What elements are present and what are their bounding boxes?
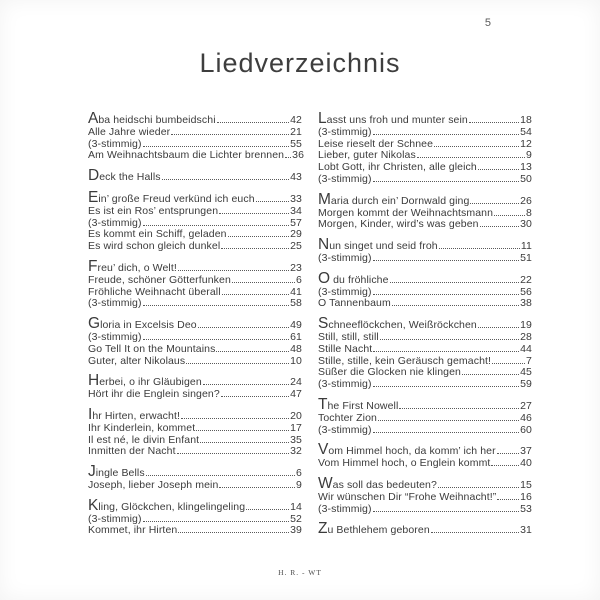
letter-group-z: [318, 521, 532, 537]
song-page-number: 17: [290, 421, 302, 434]
song-title: Aba heidschi bumbeidschi: [88, 110, 216, 127]
dot-leader: [196, 430, 289, 431]
song-index: [88, 111, 532, 537]
song-page-number: 35: [290, 433, 302, 446]
letter-group-w: [318, 476, 532, 515]
song-page-number: 12: [520, 137, 532, 150]
index-entry: [318, 271, 532, 287]
song-title: (3-stimmig): [318, 251, 372, 264]
song-page-number: 7: [526, 354, 532, 367]
dot-leader: [399, 408, 519, 409]
dot-leader: [228, 236, 290, 237]
song-title: (3-stimmig): [318, 285, 372, 298]
dot-leader: [439, 248, 520, 249]
song-title: Tochter Zion: [318, 411, 377, 424]
dot-leader: [143, 225, 290, 226]
song-title: Kommet, ihr Hirten: [88, 524, 178, 537]
dot-leader: [390, 282, 520, 283]
dot-leader: [203, 384, 289, 385]
dot-leader: [221, 248, 289, 249]
letter-group-s: [318, 316, 532, 391]
dot-leader: [373, 260, 520, 261]
song-title: Ihr Hirten, erwacht!: [88, 405, 180, 423]
index-entry: [318, 298, 532, 310]
drop-cap-letter: H: [88, 372, 100, 390]
dot-leader: [256, 201, 289, 202]
song-page-number: 39: [290, 524, 302, 537]
song-page-number: 32: [290, 445, 302, 458]
song-page-number: 38: [520, 297, 532, 310]
song-title: Freude, schöner Götterfunken: [88, 273, 231, 286]
song-page-number: 56: [520, 285, 532, 298]
song-page-number: 27: [520, 399, 532, 412]
index-entry: [88, 332, 302, 344]
letter-group-d: [88, 168, 302, 184]
song-page-number: 31: [520, 524, 532, 537]
dot-leader: [438, 487, 519, 488]
dot-leader: [492, 363, 525, 364]
dot-leader: [143, 521, 290, 522]
index-entry: [88, 446, 302, 458]
song-title: Maria durch ein’ Dornwald ging: [318, 190, 470, 208]
page-title: Liedverzeichnis: [199, 48, 401, 78]
song-page-number: 16: [520, 490, 532, 503]
song-page-number: 9: [296, 478, 302, 491]
dot-leader: [392, 305, 519, 306]
song-page-number: 29: [290, 228, 302, 241]
song-page-number: 19: [520, 319, 532, 332]
index-entry: [318, 379, 532, 391]
dot-leader: [246, 509, 289, 510]
song-title: Inmitten der Nacht: [88, 445, 176, 458]
song-title: (3-stimmig): [88, 137, 142, 150]
dot-leader: [171, 134, 289, 135]
song-page-number: 52: [290, 512, 302, 525]
index-entry: [88, 373, 302, 389]
dot-leader: [146, 475, 295, 476]
song-title: Joseph, lieber Joseph mein: [88, 478, 219, 491]
song-title: Freu’ dich, o Welt!: [88, 257, 177, 275]
dot-leader: [373, 134, 520, 135]
song-title: Lasst uns froh und munter sein: [318, 110, 468, 127]
song-page-number: 15: [520, 478, 532, 491]
song-page-number: 24: [290, 376, 302, 389]
index-entry: [88, 298, 302, 310]
song-page-number: 21: [290, 125, 302, 138]
index-entry: [318, 425, 532, 437]
song-title: O du fröhliche: [318, 269, 389, 287]
dot-leader: [462, 374, 519, 375]
index-entry: [88, 149, 305, 162]
index-entry: [88, 275, 302, 287]
letter-group-j: [88, 464, 302, 492]
song-title: (3-stimmig): [88, 297, 142, 310]
index-entry: [318, 442, 532, 458]
letter-group-i: [88, 407, 302, 458]
song-page-number: 30: [520, 218, 532, 231]
song-title: Guter, alter Nikolaus: [88, 354, 186, 367]
index-entry: [88, 407, 302, 423]
dot-leader: [378, 420, 519, 421]
song-page-number: 61: [290, 330, 302, 343]
song-title: Nun singet und seid froh: [318, 236, 438, 254]
index-column-left: [88, 110, 305, 537]
dot-leader: [373, 386, 520, 387]
letter-group-f: [88, 259, 302, 310]
drop-cap-letter: W: [318, 474, 333, 492]
song-page-number: 20: [290, 409, 302, 422]
song-page-number: 49: [290, 319, 302, 332]
song-title: (3-stimmig): [318, 125, 372, 138]
letter-group-t: [318, 397, 532, 436]
song-page-number: 53: [520, 502, 532, 515]
dot-leader: [480, 226, 520, 227]
dot-leader: [497, 453, 519, 454]
drop-cap-letter: M: [318, 190, 331, 208]
song-page-number: 46: [520, 411, 532, 424]
dot-leader: [417, 157, 525, 158]
index-entry: [88, 316, 302, 332]
index-column-right: [318, 111, 532, 537]
index-entry: [88, 480, 302, 492]
dot-leader: [373, 181, 520, 182]
drop-cap-letter: L: [318, 110, 327, 127]
dot-leader: [181, 418, 289, 419]
letter-group-a: [88, 110, 305, 162]
song-title: The First Nowell: [318, 395, 399, 413]
dot-leader: [178, 270, 289, 271]
song-page-number: 59: [520, 378, 532, 391]
song-page-number: 47: [290, 388, 302, 401]
index-entry: [318, 458, 532, 470]
song-page-number: 10: [290, 354, 302, 367]
song-title: Il est né, le divin Enfant: [88, 433, 200, 446]
index-entry: [88, 498, 302, 514]
song-page-number: 11: [520, 240, 532, 253]
letter-group-k: [88, 498, 302, 537]
index-entry: [318, 476, 532, 492]
index-entry: [318, 127, 532, 139]
index-entry: [88, 389, 302, 401]
song-page-number: 57: [290, 216, 302, 229]
song-title: Kling, Glöckchen, klingelingeling: [88, 496, 246, 514]
letter-group-h: [88, 373, 302, 401]
song-title: (3-stimmig): [88, 330, 142, 343]
song-title: Ein’ große Freud verkünd ich euch: [88, 188, 255, 206]
index-entry: [88, 241, 302, 253]
letter-group-n: [318, 237, 532, 265]
dot-leader: [497, 499, 519, 500]
song-title: (3-stimmig): [318, 502, 372, 515]
dot-leader: [478, 169, 519, 170]
song-title: (3-stimmig): [88, 216, 142, 229]
drop-cap-letter: A: [88, 110, 99, 127]
page-number: 5: [484, 17, 491, 29]
song-page-number: 23: [290, 261, 302, 274]
index-entry: [318, 111, 532, 127]
index-entry: [88, 190, 302, 206]
drop-cap-letter: N: [318, 236, 330, 254]
song-title: (3-stimmig): [318, 423, 372, 436]
index-entry: [318, 237, 532, 253]
dot-leader: [222, 294, 289, 295]
song-title: Morgen, Kinder, wird’s was geben: [318, 218, 479, 231]
song-title: Ihr Kinderlein, kommet: [88, 421, 196, 434]
song-page-number: 13: [520, 161, 532, 174]
index-entry: [318, 192, 532, 208]
dot-leader: [178, 532, 289, 533]
index-entry: [88, 356, 302, 368]
song-page-number: 34: [290, 204, 302, 217]
song-page-number: 48: [290, 342, 302, 355]
index-entry: [318, 521, 532, 537]
song-page-number: 25: [290, 240, 302, 253]
index-entry: [318, 316, 532, 332]
index-entry: [318, 253, 532, 265]
drop-cap-letter: G: [88, 315, 101, 333]
index-entry: [318, 413, 532, 425]
song-title: Leise rieselt der Schnee: [318, 137, 434, 150]
index-entry: [88, 168, 302, 184]
song-title: Stille Nacht: [318, 342, 373, 355]
song-page-number: 14: [290, 500, 302, 513]
song-page-number: 45: [520, 366, 532, 379]
index-entry: [88, 344, 302, 356]
song-title: Hört ihr die Englein singen?: [88, 388, 220, 401]
index-entry: [318, 174, 532, 186]
song-title: Am Weihnachtsbaum die Lichter brennen: [88, 149, 285, 162]
song-title: Go Tell It on the Mountains: [88, 342, 216, 355]
song-title: Lobt Gott, ihr Christen, alle gleich: [318, 161, 477, 174]
drop-cap-letter: S: [318, 315, 329, 333]
song-page-number: 9: [526, 149, 532, 162]
dot-leader: [221, 396, 289, 397]
song-title: Süßer die Glocken nie klingen: [318, 366, 461, 379]
dot-leader: [143, 305, 290, 306]
index-entry: [88, 127, 302, 139]
song-page-number: 33: [290, 192, 302, 205]
song-title: Schneeflöckchen, Weißröckchen: [318, 315, 477, 333]
dot-leader: [186, 363, 289, 364]
song-page-number: 8: [526, 206, 532, 219]
dot-leader: [200, 442, 289, 443]
song-page-number: 6: [296, 273, 302, 286]
song-title: Wir wünschen Dir “Frohe Weihnacht!”: [318, 490, 497, 503]
song-page-number: 26: [520, 194, 532, 207]
dot-leader: [431, 532, 519, 533]
dot-leader: [373, 294, 520, 295]
dot-leader: [216, 351, 289, 352]
index-entry: [318, 344, 532, 356]
drop-cap-letter: J: [88, 463, 96, 481]
song-title: O Tannenbaum: [318, 297, 391, 310]
song-title: Gloria in Excelsis Deo: [88, 315, 197, 333]
dot-leader: [373, 432, 520, 433]
dot-leader: [380, 339, 519, 340]
letter-group-l: [318, 111, 532, 186]
index-entry: [88, 111, 302, 127]
index-entry: [88, 423, 302, 435]
song-title: (3-stimmig): [318, 172, 372, 185]
drop-cap-letter: Z: [318, 520, 328, 538]
dot-leader: [143, 339, 290, 340]
song-page-number: 40: [520, 457, 532, 470]
song-page-number: 51: [520, 251, 532, 264]
dot-leader: [478, 327, 519, 328]
song-page-number: 41: [290, 285, 302, 298]
letter-group-e: [88, 190, 302, 253]
dot-leader: [219, 213, 289, 214]
index-entry: [88, 464, 302, 480]
dot-leader: [217, 122, 289, 123]
song-title: Was soll das bedeuten?: [318, 474, 437, 492]
index-entry: [318, 332, 532, 344]
dot-leader: [373, 511, 520, 512]
dot-leader: [162, 179, 289, 180]
song-title: Herbei, o ihr Gläubigen: [88, 372, 202, 390]
song-page-number: 54: [520, 125, 532, 138]
song-page-number: 44: [520, 342, 532, 355]
song-title: Zu Bethlehem geboren: [318, 520, 430, 538]
drop-cap-letter: D: [88, 167, 100, 185]
dot-leader: [434, 146, 519, 147]
letter-group-m: [318, 192, 532, 231]
song-title: Deck the Halls: [88, 167, 161, 185]
song-title: Alle Jahre wieder: [88, 125, 171, 138]
song-title: Es ist ein Ros’ entsprungen: [88, 204, 219, 217]
song-title: Still, still, still: [318, 330, 379, 343]
song-title: Vom Himmel hoch, o Englein kommt: [318, 457, 491, 470]
drop-cap-letter: O: [318, 269, 331, 287]
song-title: Morgen kommt der Weihnachtsmann: [318, 206, 494, 219]
index-entry: [318, 397, 532, 413]
drop-cap-letter: T: [318, 395, 328, 413]
drop-cap-letter: I: [88, 405, 93, 423]
song-page-number: 28: [520, 330, 532, 343]
index-entry: [318, 492, 532, 504]
song-title: Stille, stille, kein Geräusch gemacht!: [318, 354, 492, 367]
dot-leader: [494, 215, 525, 216]
song-title: Fröhliche Weihnacht überall: [88, 285, 221, 298]
song-title: Es wird schon gleich dunkel: [88, 240, 221, 253]
song-page-number: 55: [290, 137, 302, 150]
song-page-number: 42: [290, 114, 302, 126]
song-page-number: 50: [520, 172, 532, 185]
letter-group-o: [318, 271, 532, 310]
dot-leader: [198, 327, 289, 328]
index-entry: [88, 259, 302, 275]
song-page-number: 22: [520, 273, 532, 286]
index-entry: [88, 206, 302, 218]
letter-group-v: [318, 442, 532, 470]
dot-leader: [232, 282, 295, 283]
dot-leader: [469, 122, 519, 123]
song-page-number: 6: [296, 467, 302, 480]
dot-leader: [177, 453, 290, 454]
song-title: (3-stimmig): [318, 378, 372, 391]
song-title: Vom Himmel hoch, da komm’ ich her: [318, 441, 496, 459]
song-page-number: 18: [520, 114, 532, 126]
dot-leader: [491, 465, 519, 466]
drop-cap-letter: F: [88, 257, 98, 275]
drop-cap-letter: V: [318, 441, 329, 459]
song-page-number: 60: [520, 423, 532, 436]
song-page-number: 43: [290, 171, 302, 184]
song-title: Es kommt ein Schiff, geladen: [88, 228, 227, 241]
drop-cap-letter: K: [88, 496, 99, 514]
song-page-number: 58: [290, 297, 302, 310]
dot-leader: [219, 487, 295, 488]
index-entry: [318, 504, 532, 516]
song-title: Jingle Bells: [88, 463, 145, 481]
dot-leader: [470, 203, 519, 204]
letter-group-g: [88, 316, 302, 367]
song-page-number: 36: [292, 149, 305, 162]
index-entry: [88, 525, 302, 537]
dot-leader: [143, 146, 290, 147]
dot-leader: [285, 157, 291, 158]
drop-cap-letter: E: [88, 188, 99, 206]
index-entry: [318, 219, 532, 231]
song-title: (3-stimmig): [88, 512, 142, 525]
song-title: Lieber, guter Nikolas: [318, 149, 416, 162]
footer-credit: H. R. - WT: [278, 568, 322, 577]
song-page-number: 37: [520, 445, 532, 458]
dot-leader: [373, 351, 519, 352]
